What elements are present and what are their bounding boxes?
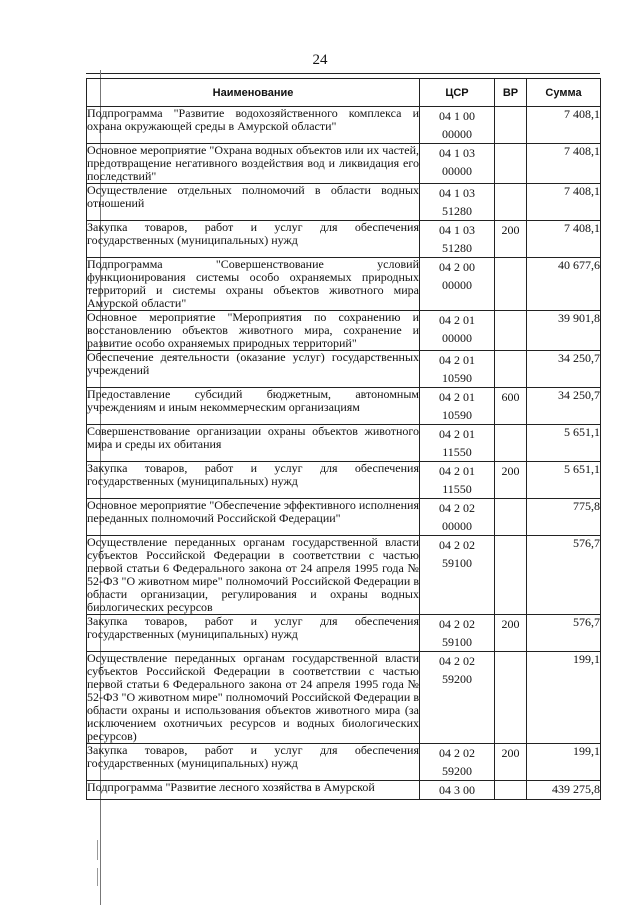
row-sum: 199,1 — [527, 652, 601, 744]
csr-code: 04 2 01 — [439, 427, 475, 441]
csr-code: 04 1 03 — [439, 146, 475, 160]
header-vr: ВР — [495, 79, 527, 107]
row-name: Закупка товаров, работ и услуг для обеспечения государственных (муниципальных) нужд — [87, 462, 420, 499]
row-vr — [495, 425, 527, 462]
csr-code: 04 2 02 — [439, 617, 475, 631]
table-row — [87, 311, 601, 351]
row-vr: 200 — [495, 615, 527, 652]
row-csr — [420, 499, 495, 536]
table-row — [87, 425, 601, 462]
row-vr — [495, 351, 527, 388]
csr-code: 04 2 01 — [439, 313, 475, 327]
header-csr: ЦСР — [420, 79, 495, 107]
row-name: Подпрограмма "Развитие водохозяйственного комплекса и охрана окружающей среды в Амурской области" — [87, 107, 420, 144]
csr-code-suffix: 00000 — [442, 127, 472, 141]
row-sum: 39 901,8 — [527, 311, 601, 351]
table-row — [87, 744, 601, 781]
row-csr — [420, 744, 495, 781]
row-name: Обеспечение деятельности (оказание услуг) государственных учреждений — [87, 351, 420, 388]
table-row — [87, 144, 601, 184]
table-row — [87, 462, 601, 499]
table-row — [87, 781, 601, 800]
csr-code: 04 3 00 — [439, 783, 475, 797]
row-csr — [420, 351, 495, 388]
row-vr — [495, 144, 527, 184]
table-row — [87, 107, 601, 144]
header-name: Наименование — [87, 79, 420, 107]
row-sum: 576,7 — [527, 536, 601, 615]
row-csr — [420, 107, 495, 144]
csr-code: 04 2 02 — [439, 538, 475, 552]
row-vr: 200 — [495, 462, 527, 499]
row-sum: 199,1 — [527, 744, 601, 781]
row-sum: 5 651,1 — [527, 425, 601, 462]
csr-code-suffix: 59100 — [442, 556, 472, 570]
row-vr: 200 — [495, 744, 527, 781]
row-vr — [495, 258, 527, 311]
row-name: Закупка товаров, работ и услуг для обеспечения государственных (муниципальных) нужд — [87, 221, 420, 258]
row-vr — [495, 184, 527, 221]
row-name: Закупка товаров, работ и услуг для обеспечения государственных (муниципальных) нужд — [87, 615, 420, 652]
table-row — [87, 351, 601, 388]
row-name: Подпрограмма "Развитие лесного хозяйства в Амурской — [87, 781, 420, 800]
row-sum: 775,8 — [527, 499, 601, 536]
csr-code: 04 2 02 — [439, 746, 475, 760]
row-csr — [420, 615, 495, 652]
row-csr — [420, 184, 495, 221]
row-name: Подпрограмма "Совершенствование условий функционирования системы особо охраняемых природных территорий и системы охраны объектов животного мира Амурской области" — [87, 257, 419, 310]
row-name: Основное мероприятие "Охрана водных объектов или их частей, предотвращение негативного воздействия вод и ликвидация его последствий" — [87, 143, 419, 183]
csr-code: 04 1 00 — [439, 109, 475, 123]
csr-code-suffix: 11550 — [442, 482, 472, 496]
csr-code: 04 1 03 — [439, 223, 475, 237]
row-sum: 34 250,7 — [527, 388, 601, 425]
csr-code: 04 2 00 — [439, 260, 475, 274]
row-name: Осуществление переданных органам государственной власти субъектов Российской Федерации в соответствии с частью первой статьи 6 Федерального закона от 24 апреля 1995 года № 52-ФЗ "О животном мире" полномочий Российской Федерации в области организации, регулирования и охраны водных биологических ресурсов — [87, 535, 419, 614]
csr-code: 04 2 01 — [439, 464, 475, 478]
row-csr — [420, 425, 495, 462]
row-name: Основное мероприятие "Мероприятия по сохранению и восстановлению объектов животного мира, сохранение и развитие особо охраняемых природных территорий" — [87, 310, 419, 350]
csr-code-suffix: 10590 — [442, 408, 472, 422]
table-row — [87, 652, 601, 744]
csr-code: 04 2 02 — [439, 654, 475, 668]
table-row — [87, 388, 601, 425]
row-vr — [495, 499, 527, 536]
row-csr — [420, 144, 495, 184]
csr-code-suffix: 00000 — [442, 278, 472, 292]
csr-code-suffix: 51280 — [442, 204, 472, 218]
row-csr — [420, 462, 495, 499]
row-vr — [495, 311, 527, 351]
csr-code: 04 1 03 — [439, 186, 475, 200]
table-row — [87, 536, 601, 615]
scan-mark — [97, 840, 98, 860]
row-sum: 34 250,7 — [527, 351, 601, 388]
row-name: Осуществление переданных органам государственной власти субъектов Российской Федерации в соответствии с частью первой статьи 6 Федерального закона от 24 апреля 1995 года № 52-ФЗ "О животном мире" полномочий Российской Федерации в области охраны и использования объектов животного мира (за исключением охотничьих ресурсов и водных биологических ресурсов) — [87, 651, 419, 743]
row-csr — [420, 781, 495, 800]
row-csr — [420, 388, 495, 425]
csr-code: 04 2 02 — [439, 501, 475, 515]
csr-code-suffix: 00000 — [442, 331, 472, 345]
budget-table — [86, 78, 601, 800]
row-sum: 576,7 — [527, 615, 601, 652]
row-vr — [495, 652, 527, 744]
csr-code-suffix: 59200 — [442, 672, 472, 686]
row-name: Закупка товаров, работ и услуг для обеспечения государственных (муниципальных) нужд — [87, 744, 420, 781]
table-row — [87, 499, 601, 536]
table-row — [87, 615, 601, 652]
row-name: Основное мероприятие "Обеспечение эффективного исполнения переданных полномочий Российской Федерации" — [87, 499, 420, 536]
row-csr — [420, 536, 495, 615]
row-vr: 600 — [495, 388, 527, 425]
row-sum: 5 651,1 — [527, 462, 601, 499]
row-name: Предоставление субсидий бюджетным, автономным учреждениям и иным некоммерческим организациям — [87, 388, 420, 425]
page-number: 24 — [312, 52, 328, 68]
top-rule — [86, 73, 600, 74]
row-name: Осуществление отдельных полномочий в области водных отношений — [87, 184, 420, 221]
csr-code-suffix: 59200 — [442, 764, 472, 778]
csr-code-suffix: 00000 — [442, 164, 472, 178]
row-vr: 200 — [495, 221, 527, 258]
row-csr — [420, 221, 495, 258]
csr-code-suffix: 11550 — [442, 445, 472, 459]
row-sum: 7 408,1 — [527, 221, 601, 258]
scan-mark — [97, 868, 98, 886]
row-sum: 7 408,1 — [527, 184, 601, 221]
row-vr — [495, 107, 527, 144]
table-row — [87, 221, 601, 258]
row-sum: 7 408,1 — [527, 107, 601, 144]
row-csr — [420, 311, 495, 351]
csr-code: 04 2 01 — [439, 353, 475, 367]
row-csr — [420, 258, 495, 311]
row-vr — [495, 781, 527, 800]
csr-code: 04 2 01 — [439, 390, 475, 404]
csr-code-suffix: 59100 — [442, 635, 472, 649]
row-sum: 439 275,8 — [527, 781, 601, 800]
csr-code-suffix: 10590 — [442, 371, 472, 385]
table-row — [87, 184, 601, 221]
row-name: Совершенствование организации охраны объектов животного мира и среды их обитания — [87, 425, 420, 462]
table-header-row — [87, 79, 601, 107]
row-sum: 7 408,1 — [527, 144, 601, 184]
row-csr — [420, 652, 495, 744]
header-sum: Сумма — [527, 79, 601, 107]
row-sum: 40 677,6 — [527, 258, 601, 311]
table-row — [87, 258, 601, 311]
row-vr — [495, 536, 527, 615]
csr-code-suffix: 51280 — [442, 241, 472, 255]
csr-code-suffix: 00000 — [442, 519, 472, 533]
